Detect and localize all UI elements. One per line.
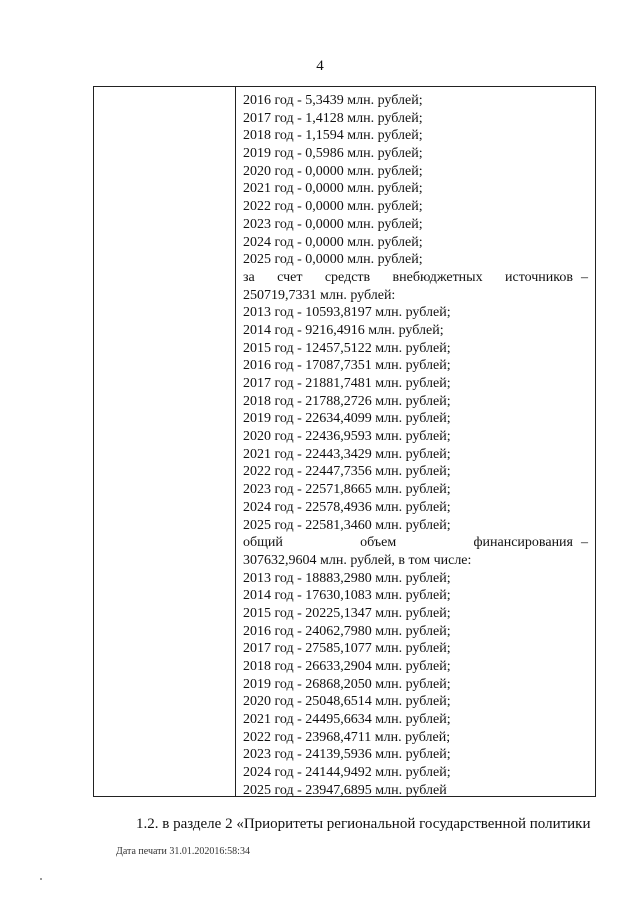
funding-line-text: 2021 год - 24495,6634 млн. рублей;: [243, 712, 451, 728]
funding-line-text: 2018 год - 26633,2904 млн. рублей;: [243, 659, 451, 674]
funding-line-text: 2013 год - 10593,8197 млн. рублей;: [243, 305, 451, 321]
funding-line-text: 2023 год - 24139,5936 млн. рублей;: [243, 747, 451, 763]
funding-line: [243, 410, 573, 428]
funding-line: [243, 499, 573, 517]
funding-line: [243, 605, 573, 623]
funding-line: [243, 446, 573, 464]
funding-line: [243, 393, 573, 411]
funding-line-text: 2016 год - 17087,7351 млн. рублей;: [243, 358, 451, 374]
page-number: 4: [316, 58, 324, 74]
funding-line-text: 2019 год - 0,5986 млн. рублей;: [243, 146, 423, 162]
funding-line-text: 2022 год - 0,0000 млн. рублей;: [243, 199, 423, 215]
funding-line-text: 2024 год - 24144,9492 млн. рублей;: [243, 765, 451, 781]
funding-line-text: 2013 год - 18883,2980 млн. рублей;: [243, 570, 451, 586]
funding-line: [243, 517, 573, 535]
funding-line-text: 2020 год - 25048,6514 млн. рублей;: [243, 694, 451, 710]
funding-line: [243, 587, 573, 605]
funding-line: [243, 145, 573, 163]
funding-line-text: 2016 год - 5,3439 млн. рублей;: [243, 93, 423, 108]
funding-line: [243, 552, 573, 570]
funding-line-text: 2020 год - 22436,9593 млн. рублей;: [243, 429, 451, 445]
passport-table: [93, 86, 596, 797]
funding-line-text: 2023 год - 0,0000 млн. рублей;: [243, 216, 423, 232]
funding-line: [243, 127, 573, 145]
funding-line: [243, 481, 573, 499]
funding-line: [243, 375, 573, 393]
funding-line-text: 2014 год - 9216,4916 млн. рублей;: [243, 322, 444, 338]
funding-list: [243, 92, 588, 800]
funding-line-text: 2014 год - 17630,1083 млн. рублей;: [243, 588, 451, 604]
funding-line-text: 2025 год - 23947,6895 млн. рублей: [243, 782, 447, 798]
funding-line: [243, 782, 573, 800]
funding-line: [243, 251, 573, 269]
funding-line-text: 2018 год - 1,1594 млн. рублей;: [243, 128, 423, 144]
funding-line: [243, 163, 573, 181]
funding-line: [243, 640, 573, 658]
section-paragraph: 1.2. в разделе 2 «Приоритеты региональной государственной политики: [136, 816, 591, 832]
funding-line-text: 2017 год - 1,4128 млн. рублей;: [243, 110, 423, 126]
funding-line: [243, 693, 573, 711]
scan-speck: [40, 878, 42, 880]
funding-line: [243, 287, 573, 305]
funding-line-text: 2015 год - 20225,1347 млн. рублей;: [243, 605, 451, 621]
funding-line: [243, 428, 573, 446]
funding-line-text: 2020 год - 0,0000 млн. рублей;: [243, 163, 423, 179]
funding-line-text: 2019 год - 26868,2050 млн. рублей;: [243, 676, 451, 692]
funding-line: [243, 764, 573, 782]
funding-line: [243, 340, 573, 358]
funding-line-text: 2017 год - 21881,7481 млн. рублей;: [243, 376, 451, 391]
funding-line-text: 2015 год - 12457,5122 млн. рублей;: [243, 340, 451, 356]
funding-line: [243, 110, 573, 128]
dash-mark: –: [581, 269, 588, 285]
print-date-footer: Дата печати 31.01.202016:58:34: [116, 846, 250, 857]
funding-line-text: 2025 год - 0,0000 млн. рублей;: [243, 252, 423, 268]
funding-line-text: 2025 год - 22581,3460 млн. рублей;: [243, 517, 451, 533]
funding-line-text: 2024 год - 22578,4936 млн. рублей;: [243, 499, 451, 515]
funding-line: [243, 357, 573, 375]
funding-line-text: 2021 год - 0,0000 млн. рублей;: [243, 181, 423, 197]
funding-line: [243, 234, 573, 252]
funding-line: [243, 711, 573, 729]
funding-line-text: 250719,7331 млн. рублей:: [243, 287, 396, 303]
funding-line: [243, 658, 573, 676]
funding-line: [243, 180, 573, 198]
funding-line: [243, 746, 573, 764]
funding-line-text: за счет средств внебюджетных источников: [243, 269, 573, 285]
funding-line: [243, 198, 573, 216]
funding-line-text: 2022 год - 23968,4711 млн. рублей;: [243, 729, 451, 745]
funding-line-text: 2016 год - 24062,7980 млн. рублей;: [243, 623, 451, 639]
funding-line-text: общий объем финансирования: [243, 535, 573, 551]
funding-line: [243, 216, 573, 234]
funding-line: [243, 92, 573, 110]
funding-line: [243, 676, 573, 694]
funding-line: [243, 570, 573, 588]
funding-line-text: 2019 год - 22634,4099 млн. рублей;: [243, 411, 451, 427]
funding-line-text: 2021 год - 22443,3429 млн. рублей;: [243, 446, 451, 462]
column-divider: [235, 87, 236, 796]
funding-line-text: 2022 год - 22447,7356 млн. рублей;: [243, 464, 451, 480]
funding-line-text: 2023 год - 22571,8665 млн. рублей;: [243, 482, 451, 498]
funding-line: [243, 322, 573, 340]
funding-line-text: 2017 год - 27585,1077 млн. рублей;: [243, 641, 451, 657]
funding-line: [243, 304, 573, 322]
funding-line: [243, 463, 573, 481]
dash-mark: –: [581, 535, 588, 551]
funding-line-text: 2024 год - 0,0000 млн. рублей;: [243, 234, 423, 250]
funding-line: [243, 729, 573, 747]
funding-line-text: 307632,9604 млн. рублей, в том числе:: [243, 552, 472, 568]
funding-heading-line: [243, 534, 588, 552]
funding-heading-line: [243, 269, 588, 287]
funding-line-text: 2018 год - 21788,2726 млн. рублей;: [243, 393, 451, 409]
funding-line: [243, 623, 573, 641]
